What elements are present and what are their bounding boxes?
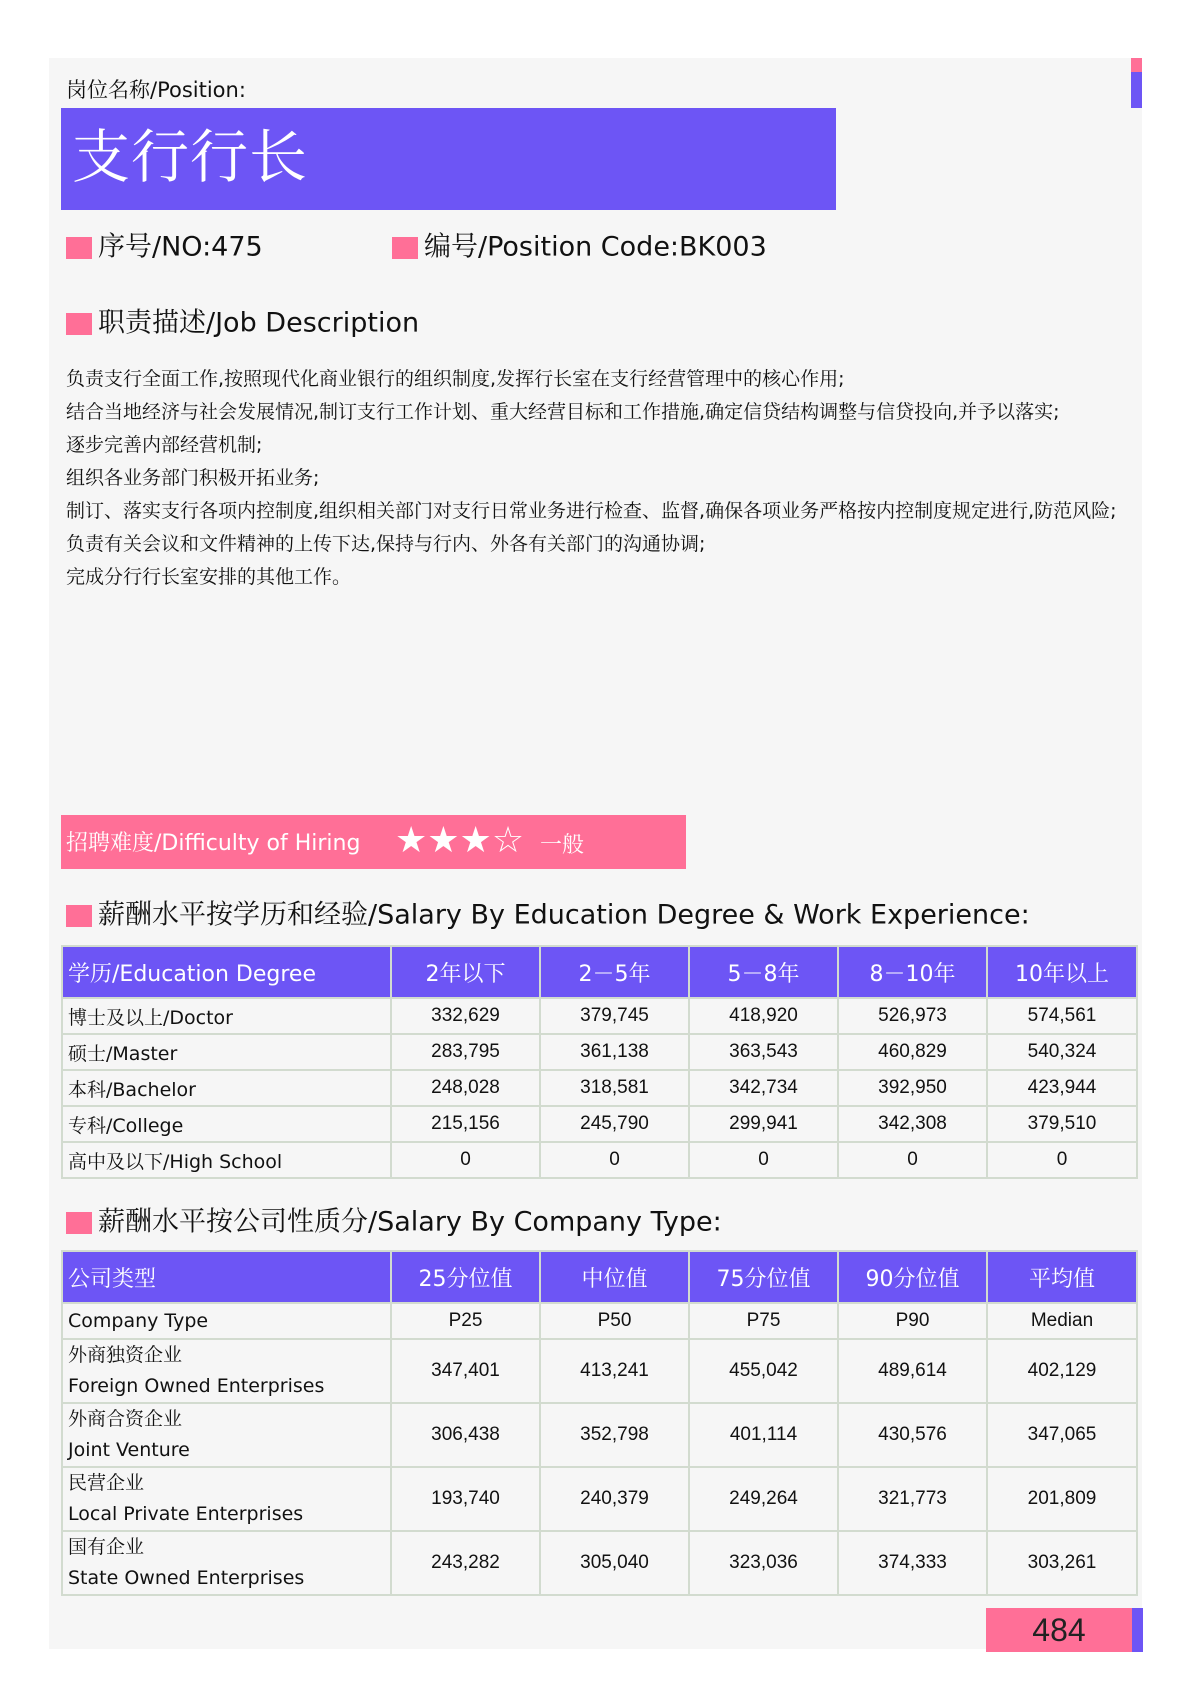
job-description xyxy=(66,363,1136,594)
row-label: 专科/College xyxy=(62,1106,391,1142)
description-line: 逐步完善内部经营机制; xyxy=(66,434,263,456)
company-type-en: Foreign Owned Enterprises xyxy=(68,1375,325,1397)
column-header: 10年以上 xyxy=(987,946,1137,998)
table-row xyxy=(62,1142,1137,1178)
table-cell: 374,333 xyxy=(838,1531,987,1595)
table-cell: 342,734 xyxy=(689,1070,838,1106)
table-cell: 215,156 xyxy=(391,1106,540,1142)
bullet-square-icon xyxy=(66,237,92,259)
row-label xyxy=(62,1339,391,1403)
table-cell: 392,950 xyxy=(838,1070,987,1106)
table-cell: 413,241 xyxy=(540,1339,689,1403)
table-cell: 402,129 xyxy=(987,1339,1137,1403)
page-number-accent xyxy=(1132,1608,1143,1652)
bullet-square-icon xyxy=(392,237,418,259)
table-cell: 460,829 xyxy=(838,1034,987,1070)
table-cell: 347,065 xyxy=(987,1403,1137,1467)
description-line: 制订、落实支行各项内控制度,组织相关部门对支行日常业务进行检查、监督,确保各项业务严格按内控制度规定进行,防范风险; xyxy=(66,500,1117,522)
difficulty-level: 一般 xyxy=(540,833,585,858)
edu-salary-heading: 薪酬水平按学历和经验/Salary By Education Degree & Work Experience: xyxy=(66,898,1030,933)
description-line: 组织各业务部门积极开拓业务; xyxy=(66,467,320,489)
column-header: 5－8年 xyxy=(689,946,838,998)
corner-accent-purple xyxy=(1131,72,1142,108)
table-cell: 574,561 xyxy=(987,998,1137,1034)
table-cell: 342,308 xyxy=(838,1106,987,1142)
table-row xyxy=(62,1467,1137,1531)
table-cell: 361,138 xyxy=(540,1034,689,1070)
table-cell: P50 xyxy=(540,1303,689,1339)
description-line: 完成分行行长室安排的其他工作。 xyxy=(66,566,352,588)
table-cell: 423,944 xyxy=(987,1070,1137,1106)
column-header: 90分位值 xyxy=(838,1251,987,1303)
table-cell: 306,438 xyxy=(391,1403,540,1467)
star-rating-icon: ★★★☆ xyxy=(395,820,525,861)
job-description-heading: 职责描述/Job Description xyxy=(66,306,419,341)
table-cell: 489,614 xyxy=(838,1339,987,1403)
edu-salary-table xyxy=(61,945,1138,1179)
table-cell: 0 xyxy=(838,1142,987,1178)
table-cell: 0 xyxy=(689,1142,838,1178)
table-row xyxy=(62,1034,1137,1070)
table-cell: 347,401 xyxy=(391,1339,540,1403)
table-row xyxy=(62,1070,1137,1106)
corner-accent-pink xyxy=(1131,58,1142,72)
table-cell: 363,543 xyxy=(689,1034,838,1070)
row-label: 本科/Bachelor xyxy=(62,1070,391,1106)
table-cell: 379,510 xyxy=(987,1106,1137,1142)
company-type-cn: 国有企业 xyxy=(68,1536,145,1558)
table-cell: 401,114 xyxy=(689,1403,838,1467)
column-header: 平均值 xyxy=(987,1251,1137,1303)
company-salary-heading: 薪酬水平按公司性质分/Salary By Company Type: xyxy=(66,1205,722,1240)
table-cell: Median xyxy=(987,1303,1137,1339)
table-cell: 0 xyxy=(987,1142,1137,1178)
bullet-square-icon xyxy=(66,1212,92,1234)
row-label: 博士及以上/Doctor xyxy=(62,998,391,1034)
table-cell: 201,809 xyxy=(987,1467,1137,1531)
company-type-cn: 外商合资企业 xyxy=(68,1408,183,1430)
table-cell: 352,798 xyxy=(540,1403,689,1467)
table-cell: P75 xyxy=(689,1303,838,1339)
company-type-en: Joint Venture xyxy=(68,1439,190,1461)
table-cell: 430,576 xyxy=(838,1403,987,1467)
column-header: 2年以下 xyxy=(391,946,540,998)
table-row xyxy=(62,1106,1137,1142)
table-cell: 0 xyxy=(540,1142,689,1178)
table-cell: 418,920 xyxy=(689,998,838,1034)
table-row xyxy=(62,1403,1137,1467)
table-cell: 318,581 xyxy=(540,1070,689,1106)
column-header: 8－10年 xyxy=(838,946,987,998)
table-cell: P25 xyxy=(391,1303,540,1339)
bullet-square-icon xyxy=(66,313,92,335)
column-header: 中位值 xyxy=(540,1251,689,1303)
description-line: 结合当地经济与社会发展情况,制订支行工作计划、重大经营目标和工作措施,确定信贷结构调整与信贷投向,并予以落实; xyxy=(66,401,1060,423)
row-label xyxy=(62,1531,391,1595)
difficulty-label: 招聘难度/Difficulty of Hiring xyxy=(66,831,361,856)
position-label: 岗位名称/Position: xyxy=(66,78,246,102)
serial-number: 序号/NO:475 xyxy=(66,230,263,265)
row-label: 高中及以下/High School xyxy=(62,1142,391,1178)
table-cell: 243,282 xyxy=(391,1531,540,1595)
table-cell: P90 xyxy=(838,1303,987,1339)
table-row xyxy=(62,1339,1137,1403)
company-type-en: Local Private Enterprises xyxy=(68,1503,304,1525)
company-type-cn: 民营企业 xyxy=(68,1472,145,1494)
row-label: 硕士/Master xyxy=(62,1034,391,1070)
table-cell: 193,740 xyxy=(391,1467,540,1531)
description-line: 负责支行全面工作,按照现代化商业银行的组织制度,发挥行长室在支行经营管理中的核心作用; xyxy=(66,368,845,390)
table-cell: 249,264 xyxy=(689,1467,838,1531)
table-cell: 540,324 xyxy=(987,1034,1137,1070)
page-title: 支行行长 xyxy=(72,123,309,191)
page-number: 484 xyxy=(1032,1612,1086,1648)
description-line: 负责有关会议和文件精神的上传下达,保持与行内、外各有关部门的沟通协调; xyxy=(66,533,706,555)
column-header: 75分位值 xyxy=(689,1251,838,1303)
row-label: Company Type xyxy=(62,1303,391,1339)
table-cell: 305,040 xyxy=(540,1531,689,1595)
table-cell: 455,042 xyxy=(689,1339,838,1403)
bullet-square-icon xyxy=(66,905,92,927)
company-type-en: State Owned Enterprises xyxy=(68,1567,305,1589)
table-header-row xyxy=(62,1251,1137,1303)
row-label xyxy=(62,1467,391,1531)
table-cell: 240,379 xyxy=(540,1467,689,1531)
column-header: 公司类型 xyxy=(62,1251,391,1303)
table-cell: 332,629 xyxy=(391,998,540,1034)
table-cell: 283,795 xyxy=(391,1034,540,1070)
company-type-cn: 外商独资企业 xyxy=(68,1344,183,1366)
table-cell: 323,036 xyxy=(689,1531,838,1595)
table-row xyxy=(62,998,1137,1034)
column-header: 2－5年 xyxy=(540,946,689,998)
table-cell: 526,973 xyxy=(838,998,987,1034)
position-code: 编号/Position Code:BK003 xyxy=(392,230,767,265)
table-cell: 321,773 xyxy=(838,1467,987,1531)
table-row xyxy=(62,1531,1137,1595)
table-cell: 0 xyxy=(391,1142,540,1178)
table-header-row xyxy=(62,946,1137,998)
column-header: 学历/Education Degree xyxy=(62,946,391,998)
table-cell: 248,028 xyxy=(391,1070,540,1106)
table-cell: 379,745 xyxy=(540,998,689,1034)
row-label xyxy=(62,1403,391,1467)
table-cell: 299,941 xyxy=(689,1106,838,1142)
company-salary-table xyxy=(61,1250,1138,1596)
column-header: 25分位值 xyxy=(391,1251,540,1303)
table-subheader-row xyxy=(62,1303,1137,1339)
table-cell: 303,261 xyxy=(987,1531,1137,1595)
table-cell: 245,790 xyxy=(540,1106,689,1142)
